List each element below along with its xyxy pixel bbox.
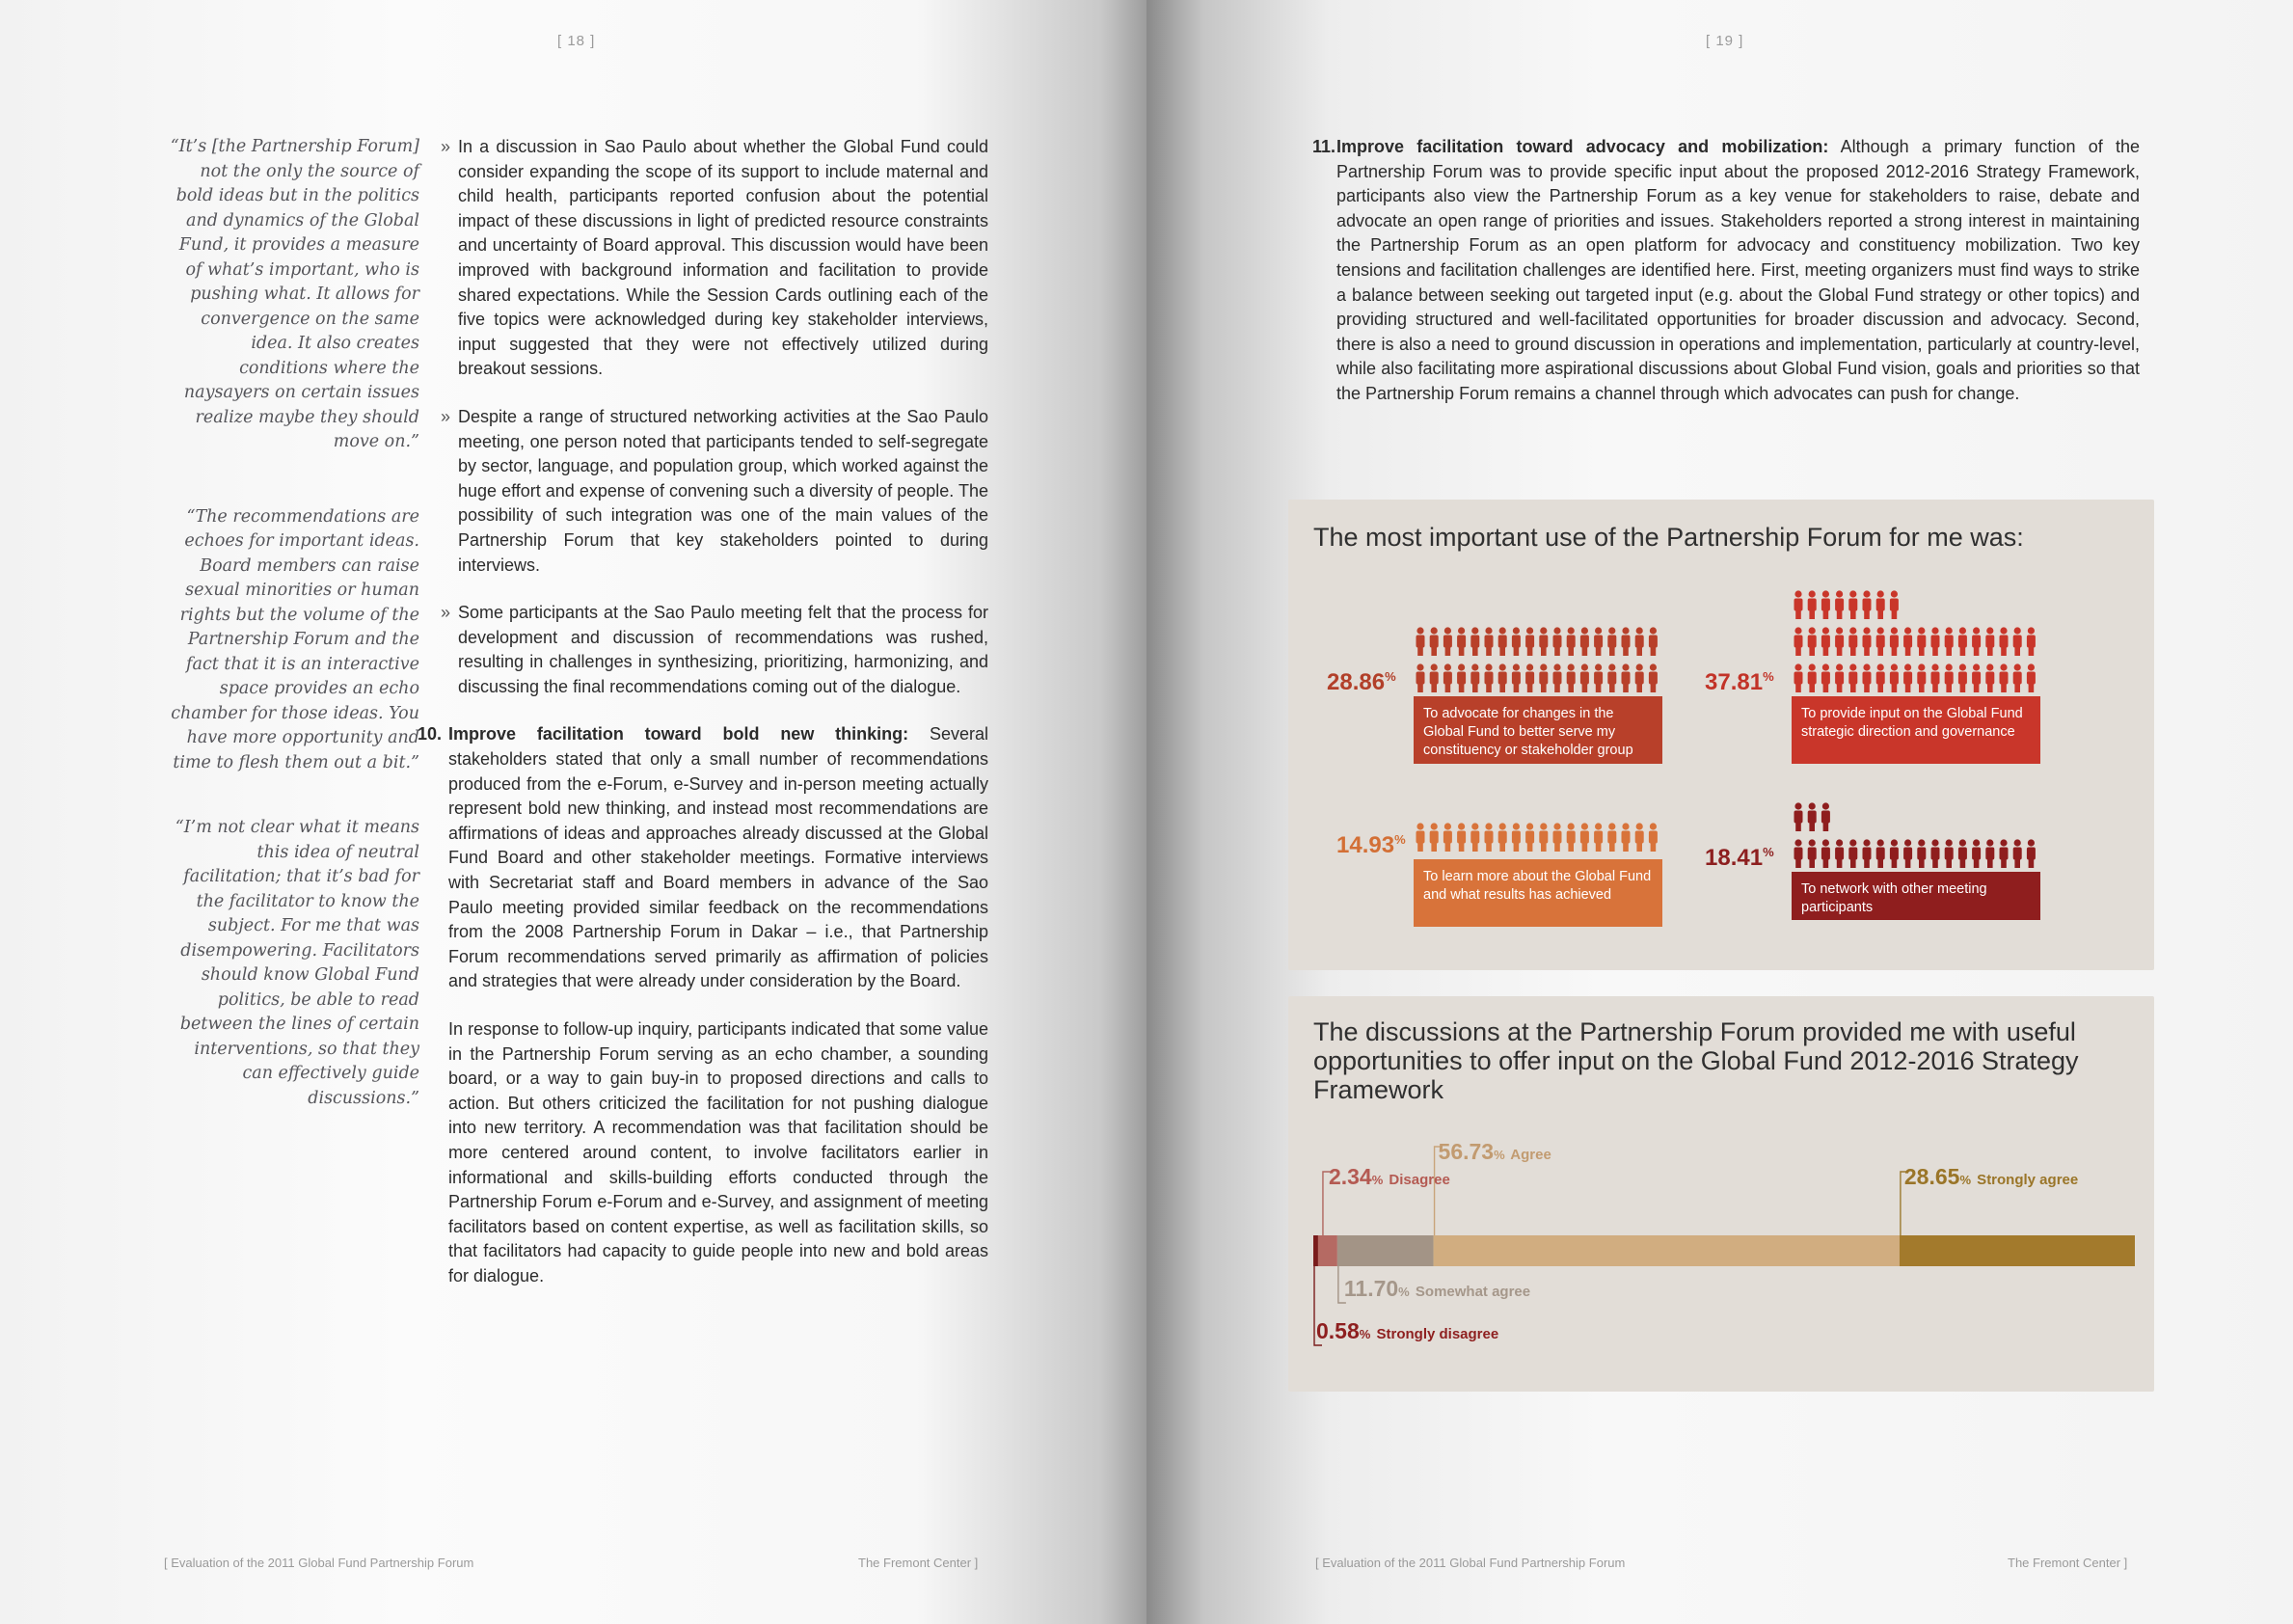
percent-sign: % bbox=[1763, 669, 1774, 684]
person-icon bbox=[2013, 663, 2022, 692]
person-icon bbox=[1594, 663, 1603, 692]
person-icon bbox=[1972, 627, 1981, 656]
figure-label-box bbox=[1792, 872, 2040, 920]
bar-segment bbox=[1318, 1235, 1337, 1266]
person-icon bbox=[1958, 663, 1967, 692]
bar-category: Agree bbox=[1506, 1147, 1551, 1163]
bullet-item bbox=[419, 601, 988, 699]
figure-value-number: 18.41 bbox=[1705, 845, 1764, 871]
page-number: [ 19 ] bbox=[1706, 33, 1744, 49]
person-icon bbox=[1443, 627, 1452, 656]
person-icon bbox=[1485, 823, 1494, 852]
person-icon bbox=[1553, 627, 1562, 656]
person-icon bbox=[1985, 839, 1994, 868]
person-icon bbox=[1594, 627, 1603, 656]
person-icon bbox=[1808, 590, 1817, 619]
person-icon bbox=[1498, 663, 1507, 692]
person-icon bbox=[1525, 663, 1534, 692]
person-icon bbox=[1835, 839, 1844, 868]
bar-value: 28.65 bbox=[1903, 1164, 1960, 1189]
person-icon bbox=[1890, 663, 1899, 692]
person-icon bbox=[1635, 627, 1644, 656]
figure-value-number: 14.93 bbox=[1336, 832, 1395, 858]
pullquote-column bbox=[159, 135, 419, 1161]
person-icon bbox=[2013, 627, 2022, 656]
percent-sign: % bbox=[1359, 1327, 1371, 1341]
item-text-block bbox=[1312, 135, 2140, 407]
person-icon bbox=[1917, 627, 1926, 656]
item-text: Several stakeholders stated that only a small number of recommendations produced from the e-Forum, e-Survey and in-person meeting actually represent bold new thinking, and instead most recommendations are affirmations of ideas and approaches already discussed at the Global Fund Board and other stakeholder meetings. Formative interviews with Secretariat staff and Board members in advance of the Sao Paulo meeting provided similar feedback on the recommendations from the 2008 Partnership Forum in Dakar – i.e., that Partnership Forum recommendations served primarily as affirmation of policies and strategies that were already under consideration by the Board. bbox=[448, 724, 988, 991]
bar-value-label bbox=[1316, 1318, 1498, 1344]
person-icon bbox=[1622, 663, 1631, 692]
person-icon bbox=[1416, 627, 1425, 656]
person-icon bbox=[1649, 663, 1658, 692]
person-icon bbox=[1835, 663, 1844, 692]
person-icon bbox=[1794, 627, 1803, 656]
person-icon bbox=[2000, 839, 2009, 868]
person-icon bbox=[1945, 627, 1954, 656]
footer-right: The Fremont Center ] bbox=[2008, 1556, 2128, 1570]
person-icon bbox=[1580, 823, 1589, 852]
bar-segment bbox=[1434, 1235, 1900, 1266]
person-icon bbox=[1594, 823, 1603, 852]
person-icon bbox=[1794, 802, 1803, 831]
figure-label: To advocate for changes in the Global Fund to better serve my constituency or stakeholder group bbox=[1423, 706, 1633, 758]
bullet-text: Despite a range of structured networking activities at the Sao Paulo meeting, one person noted that participants tended to self-segregate by sector, language, and population group, which worked against the huge effort and expense of convening such a diversity of people. The possibility of such integration was one of the main values of the Partnership Forum that key stakeholders pointed to during interviews. bbox=[458, 406, 988, 575]
percent-sign: % bbox=[1494, 1148, 1505, 1162]
person-icon bbox=[1553, 823, 1562, 852]
person-icon bbox=[1430, 627, 1439, 656]
person-icon bbox=[1958, 839, 1967, 868]
person-icon bbox=[1457, 823, 1466, 852]
person-icon bbox=[1470, 627, 1479, 656]
person-icon bbox=[1931, 663, 1940, 692]
person-icon bbox=[1863, 839, 1872, 868]
bullet-text: Some participants at the Sao Paulo meeting felt that the process for development and discussion of recommendations was rushed, resulting in challenges in synthesizing, prioritizing, harmonizing, and discussing the final recommendations coming out of the dialogue. bbox=[458, 603, 988, 696]
bullet-mark: » bbox=[441, 406, 451, 426]
person-icon bbox=[1890, 590, 1899, 619]
bar-segment bbox=[1313, 1235, 1318, 1266]
person-icon bbox=[1443, 663, 1452, 692]
person-icon bbox=[1835, 627, 1844, 656]
percent-sign: % bbox=[1959, 1173, 1972, 1187]
figure-label-box bbox=[1792, 696, 2040, 764]
bullet-item bbox=[419, 135, 988, 382]
bar-value-label bbox=[1344, 1276, 1530, 1302]
person-icon bbox=[1635, 823, 1644, 852]
person-icon bbox=[1539, 823, 1548, 852]
figure-label: To provide input on the Global Fund strategic direction and governance bbox=[1801, 706, 2023, 740]
person-icon bbox=[1416, 663, 1425, 692]
bar-category: Disagree bbox=[1385, 1172, 1450, 1188]
right-page bbox=[1146, 0, 2293, 1624]
person-icon bbox=[1457, 627, 1466, 656]
person-icon bbox=[1649, 627, 1658, 656]
person-icon bbox=[1808, 627, 1817, 656]
person-icon bbox=[1945, 839, 1954, 868]
person-icon bbox=[1607, 823, 1616, 852]
person-icon bbox=[1512, 823, 1521, 852]
figure-label: To network with other meeting participants bbox=[1801, 881, 1987, 915]
person-icon-group bbox=[1414, 627, 1664, 696]
person-icon-group bbox=[1792, 590, 2042, 696]
person-icon bbox=[1903, 839, 1912, 868]
item-text: Although a primary function of the Partnership Forum was to provide specific input about the proposed 2012-2016 Strategy Framework, participants also view the Partnership Forum as a key venue for stakeholders to raise, debate and advocate an open range of priorities and issues. Stakeholders reported a strong interest in maintaining the Partnership Forum as an open platform for advocacy and constituency mobilization. Two key tensions and facilitation challenges are identified here. First, meeting organizers must find ways to strike a balance between seeking out targeted input (e.g. about the Global Fund strategy or other topics) and providing structured and well-facilitated opportunities for broader discussion and advocacy. Second, there is also a need to ground discussion in operations and implementation, particularly at country-level, while also facilitating more aspirational discussions about Global Fund vision, goals and priorities so that the Partnership Forum remains a channel through which advocates can push for change. bbox=[1336, 137, 2140, 403]
person-icon bbox=[1848, 627, 1857, 656]
bar-value-label bbox=[1439, 1139, 1551, 1165]
person-icon bbox=[1821, 663, 1830, 692]
person-icon bbox=[1848, 839, 1857, 868]
person-icon bbox=[1498, 823, 1507, 852]
person-icon bbox=[1863, 663, 1872, 692]
numbered-item-10 bbox=[419, 722, 988, 994]
person-icon bbox=[1485, 663, 1494, 692]
percent-sign: % bbox=[1371, 1173, 1384, 1187]
person-icon bbox=[1430, 823, 1439, 852]
person-icon bbox=[1525, 627, 1534, 656]
figure-value-number: 28.86 bbox=[1327, 669, 1386, 695]
percent-sign: % bbox=[1385, 669, 1396, 684]
figure-strategy-input bbox=[1288, 996, 2154, 1392]
person-icon bbox=[1607, 627, 1616, 656]
figure-value bbox=[1705, 845, 1774, 872]
person-icon bbox=[2027, 663, 2036, 692]
percent-sign: % bbox=[1763, 845, 1774, 859]
person-icon bbox=[2027, 839, 2036, 868]
person-icon bbox=[1876, 839, 1885, 868]
figure-value bbox=[1327, 669, 1396, 696]
item-number: 11. bbox=[1312, 137, 1336, 156]
person-icon bbox=[2027, 627, 2036, 656]
person-icon bbox=[1931, 627, 1940, 656]
person-icon bbox=[1512, 663, 1521, 692]
figure-value bbox=[1336, 832, 1406, 859]
pullquote: “I’m not clear what it means this idea of neutral facilitation; that it’s bad for the facilitator to know the subject. For me that was disempowering. Facilitators should know Global Fund politics, be able to read between the lines of certain interventions, so that they can effectively guide discussions.” bbox=[175, 818, 419, 1108]
bar-value-label bbox=[1329, 1164, 1450, 1190]
bar-category: Somewhat agree bbox=[1411, 1284, 1531, 1300]
person-icon bbox=[1567, 823, 1576, 852]
item-lead: Improve facilitation toward bold new thinking: bbox=[448, 724, 909, 744]
item-11 bbox=[1312, 135, 2140, 407]
person-icon bbox=[1443, 823, 1452, 852]
person-icon bbox=[1553, 663, 1562, 692]
bar-value: 56.73 bbox=[1438, 1139, 1495, 1164]
person-icon bbox=[1794, 839, 1803, 868]
person-icon bbox=[1622, 823, 1631, 852]
footer-left: [ Evaluation of the 2011 Global Fund Partnership Forum bbox=[1315, 1556, 1626, 1570]
person-icon bbox=[1890, 627, 1899, 656]
person-icon bbox=[1622, 627, 1631, 656]
percent-sign: % bbox=[1398, 1285, 1410, 1299]
closing-paragraph: In response to follow-up inquiry, participants indicated that some value in the Partnership Forum serving as an echo chamber, a sounding board, or a way to gain buy-in to proposed directions and calls to action. But others criticized the facilitation for not pushing dialogue into new territory. A recommendation was that facilitation should be more centered around content, to involve facilitators earlier in informational and skills-building efforts conducted through the Partnership Forum e-Forum and e-Survey, and assignment of meeting facilitators based on content expertise, as well as facilitation skills, so that facilitators had capacity to guide people into new and bold areas for dialogue. bbox=[448, 1019, 988, 1286]
person-icon bbox=[1525, 823, 1534, 852]
person-icon bbox=[1498, 627, 1507, 656]
person-icon bbox=[1958, 627, 1967, 656]
person-icon bbox=[1903, 627, 1912, 656]
person-icon bbox=[1416, 823, 1425, 852]
person-icon bbox=[1485, 627, 1494, 656]
person-icon bbox=[1457, 663, 1466, 692]
person-icon bbox=[1649, 823, 1658, 852]
pullquote: “It’s [the Partnership Forum] not the only the source of bold ideas but in the politics and dynamics of the Global Fund, it provides a measure of what’s important, who is pushing what. It allows for convergence on the same idea. It also creates conditions where the naysayers on certain issues realize maybe they should move on.” bbox=[170, 137, 419, 451]
left-page bbox=[0, 0, 1146, 1624]
person-icon bbox=[2000, 627, 2009, 656]
item-number: 10. bbox=[418, 724, 443, 744]
person-icon bbox=[1876, 627, 1885, 656]
page-number: [ 18 ] bbox=[557, 33, 596, 49]
person-icon bbox=[2000, 663, 2009, 692]
person-icon bbox=[1794, 663, 1803, 692]
person-icon bbox=[1890, 839, 1899, 868]
bar-value: 11.70 bbox=[1343, 1276, 1399, 1301]
bar-value: 0.58 bbox=[1316, 1318, 1360, 1343]
person-icon bbox=[1808, 839, 1817, 868]
person-icon bbox=[1972, 839, 1981, 868]
person-icon bbox=[1470, 663, 1479, 692]
stacked-bar-chart bbox=[1288, 996, 2154, 1392]
bullet-mark: » bbox=[441, 137, 451, 156]
figure-label: To learn more about the Global Fund and what results has achieved bbox=[1423, 869, 1652, 903]
person-icon-group bbox=[1792, 802, 2042, 872]
person-icon bbox=[2013, 839, 2022, 868]
person-icon bbox=[1794, 590, 1803, 619]
figure-value-number: 37.81 bbox=[1705, 669, 1764, 695]
figure-title: The discussions at the Partnership Forum provided me with useful opportunities to offer input on the Global Fund 2012-2016 Strategy Framework bbox=[1313, 1017, 2079, 1104]
person-icon bbox=[1430, 663, 1439, 692]
figure-label-box bbox=[1414, 859, 1662, 927]
person-icon bbox=[1470, 823, 1479, 852]
item-lead: Improve facilitation toward advocacy and mobilization: bbox=[1336, 137, 1829, 156]
person-icon bbox=[1580, 627, 1589, 656]
bullet-mark: » bbox=[441, 603, 451, 623]
person-icon bbox=[1567, 663, 1576, 692]
figure-label-box bbox=[1414, 696, 1662, 764]
bar-value-label bbox=[1904, 1164, 2078, 1190]
bullet-item bbox=[419, 405, 988, 578]
person-icon bbox=[1539, 663, 1548, 692]
person-icon bbox=[1821, 590, 1830, 619]
person-icon bbox=[1512, 627, 1521, 656]
bar-category: Strongly agree bbox=[1973, 1172, 2079, 1188]
person-icon bbox=[1539, 627, 1548, 656]
bullet-text: In a discussion in Sao Paulo about whether the Global Fund could consider expanding the scope of its support to include maternal and child health, participants reported confusion about the potential impact of these discussions in light of predicted resource constraints and uncertainty of Board approval. This discussion would have been improved with background information and facilitation to provide shared expectations. While the Session Cards outlining each of the five topics were acknowledged during key stakeholder interviews, input suggested that they were not effectively utilized during breakout sessions. bbox=[458, 137, 988, 379]
person-icon bbox=[1972, 663, 1981, 692]
bar-value: 2.34 bbox=[1328, 1164, 1372, 1189]
body-text-column bbox=[418, 135, 988, 1289]
person-icon bbox=[1607, 663, 1616, 692]
person-icon bbox=[1580, 663, 1589, 692]
figure-value bbox=[1705, 669, 1774, 696]
person-icon bbox=[1985, 627, 1994, 656]
footer-left: [ Evaluation of the 2011 Global Fund Partnership Forum bbox=[164, 1556, 474, 1570]
person-icon bbox=[1821, 627, 1830, 656]
person-icon bbox=[1848, 590, 1857, 619]
bar-segment bbox=[1337, 1235, 1434, 1266]
bar-segment bbox=[1900, 1235, 2135, 1266]
figure-title: The most important use of the Partnership Forum for me was: bbox=[1313, 523, 2024, 552]
person-icon bbox=[1821, 839, 1830, 868]
person-icon bbox=[1848, 663, 1857, 692]
person-icon-group bbox=[1414, 823, 1664, 859]
person-icon bbox=[1985, 663, 1994, 692]
figure-most-important-use bbox=[1288, 500, 2154, 970]
person-icon bbox=[1808, 802, 1817, 831]
person-icon bbox=[1635, 663, 1644, 692]
bar-category: Strongly disagree bbox=[1372, 1326, 1499, 1342]
pullquote: “The recommendations are echoes for important ideas. Board members can raise sexual minorities or human rights but the volume of the Partnership Forum and the fact that it is an interactive space provides an echo chamber for those ideas. You have more opportunity and time to flesh them out a bit.” bbox=[171, 506, 419, 772]
person-icon bbox=[1917, 663, 1926, 692]
person-icon bbox=[1903, 663, 1912, 692]
person-icon bbox=[1931, 839, 1940, 868]
person-icon bbox=[1863, 627, 1872, 656]
person-icon bbox=[1863, 590, 1872, 619]
footer-right: The Fremont Center ] bbox=[858, 1556, 979, 1570]
person-icon bbox=[1835, 590, 1844, 619]
person-icon bbox=[1917, 839, 1926, 868]
person-icon bbox=[1808, 663, 1817, 692]
person-icon bbox=[1876, 663, 1885, 692]
person-icon bbox=[1945, 663, 1954, 692]
person-icon bbox=[1876, 590, 1885, 619]
percent-sign: % bbox=[1394, 832, 1406, 847]
person-icon bbox=[1821, 802, 1830, 831]
person-icon bbox=[1567, 627, 1576, 656]
